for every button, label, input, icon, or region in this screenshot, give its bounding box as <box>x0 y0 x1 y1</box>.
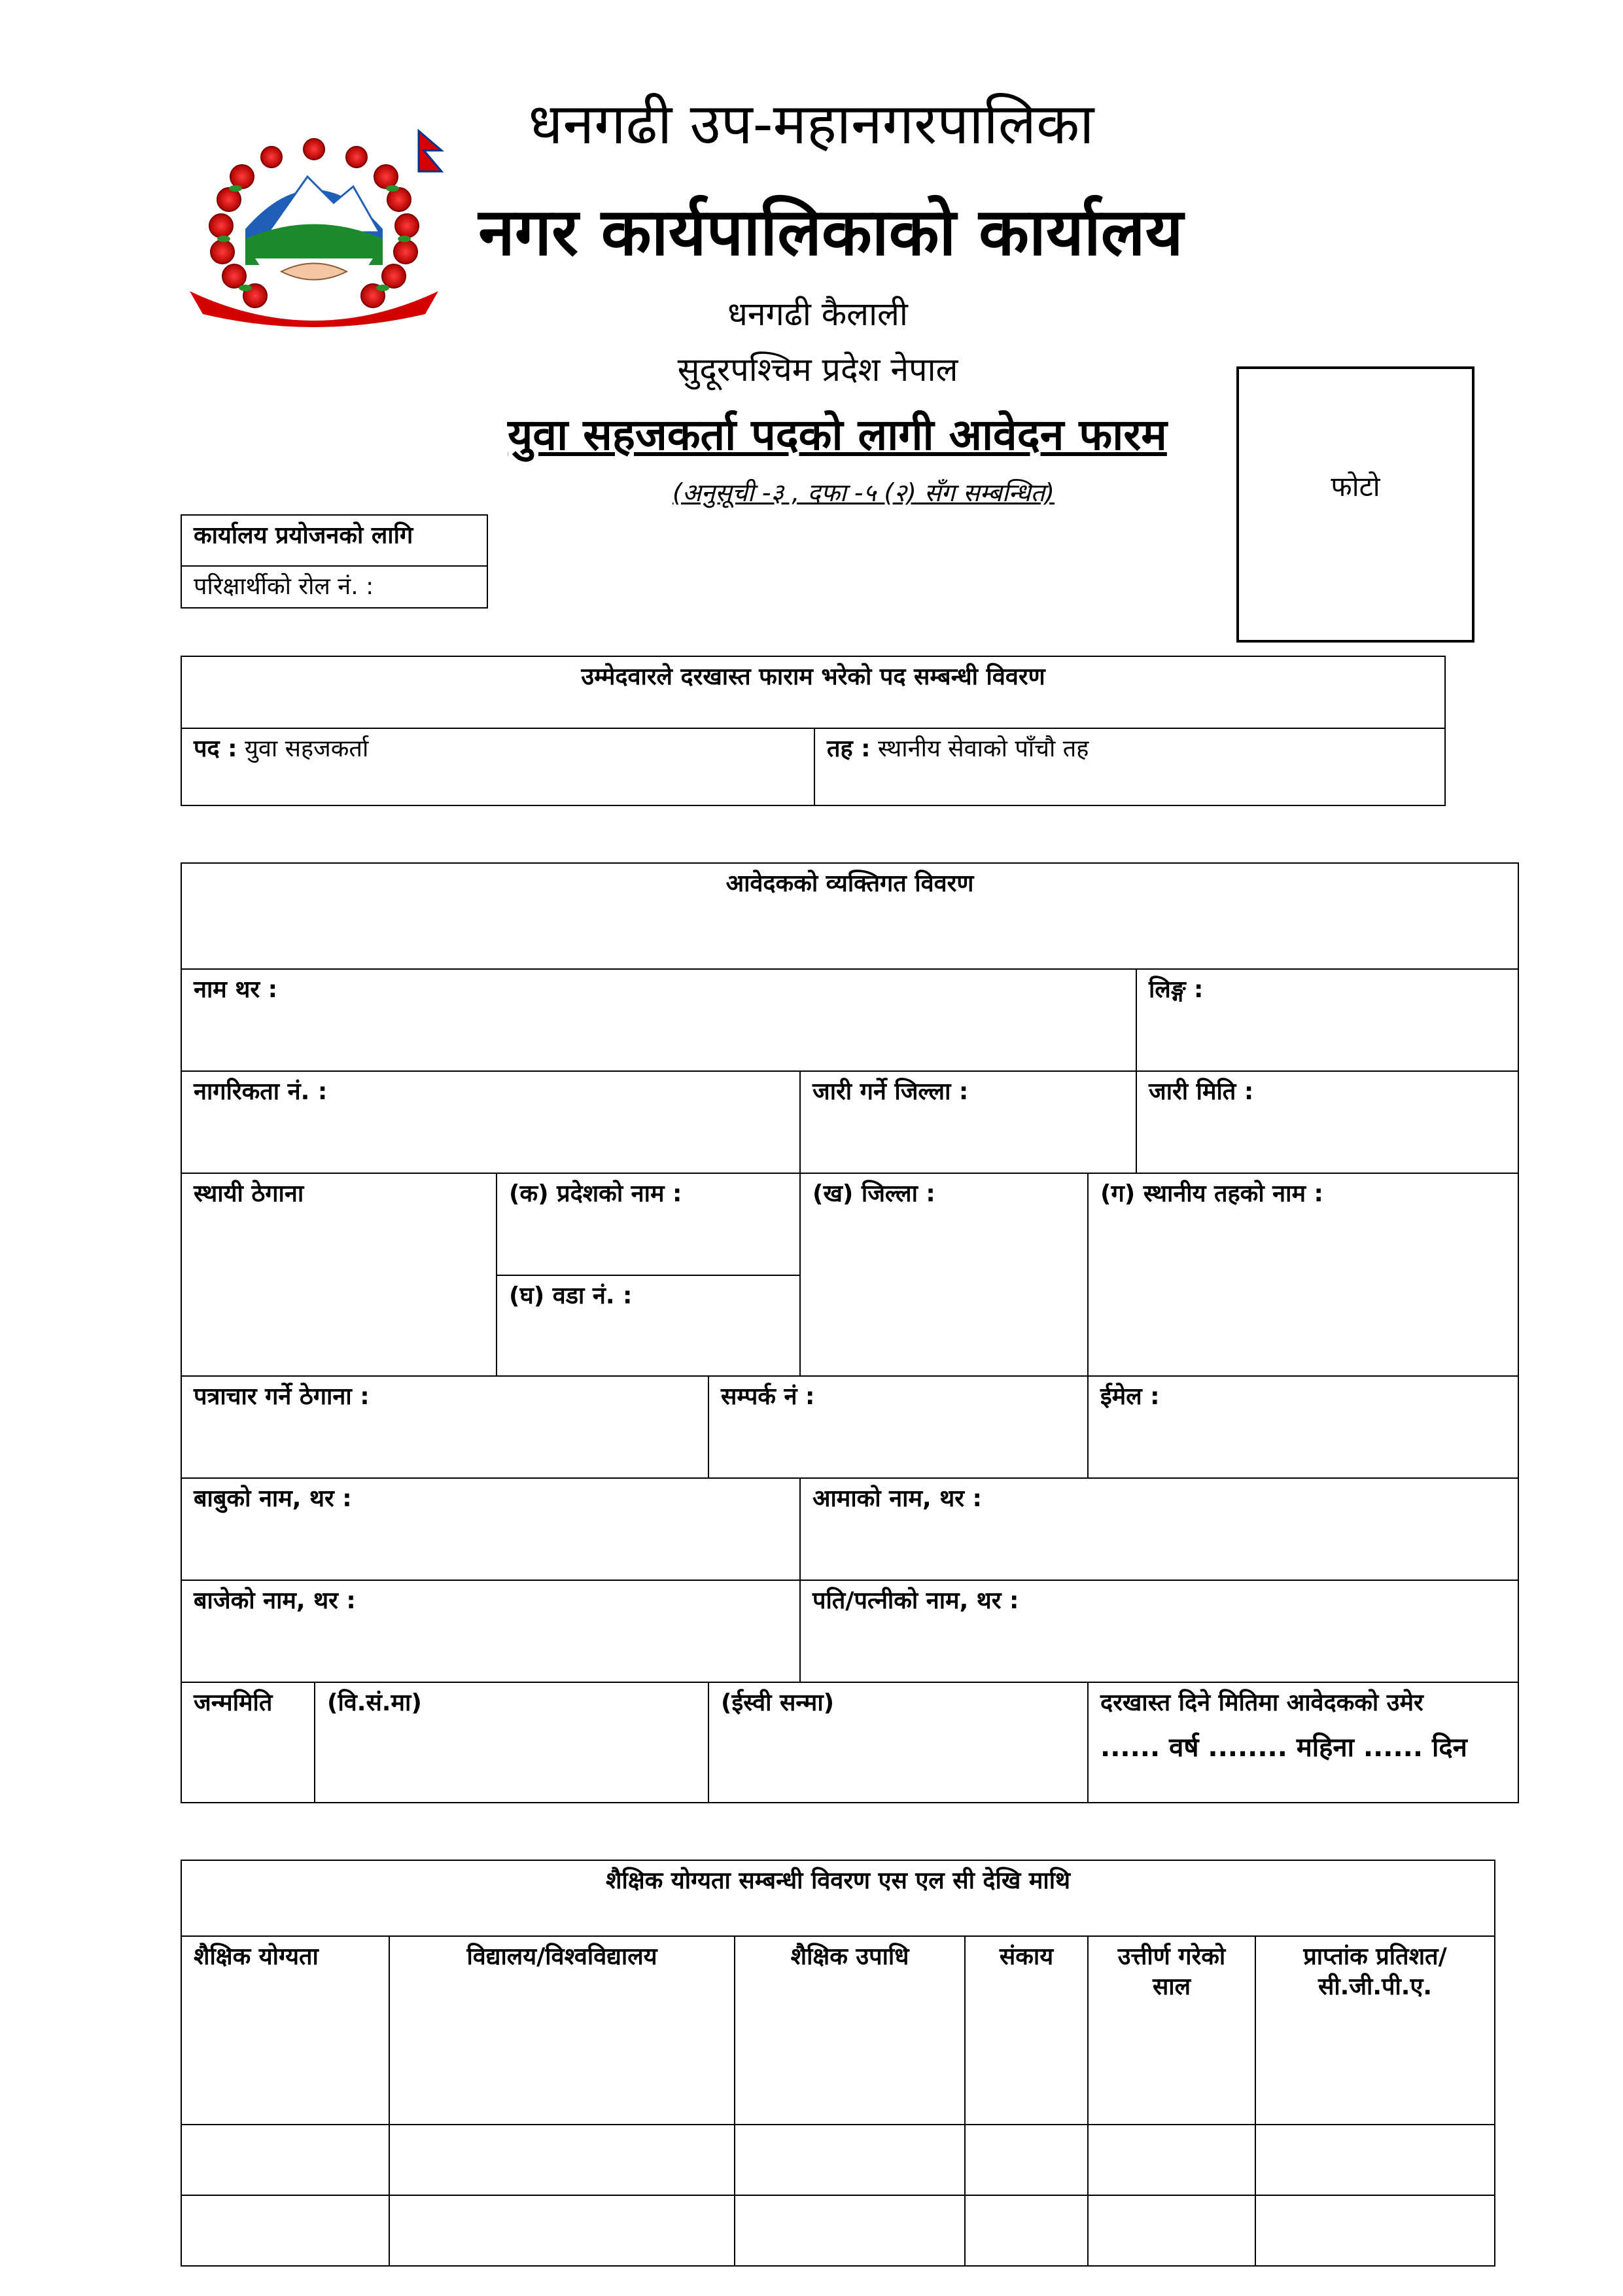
province-line: सुदूरपश्चिम प्रदेश नेपाल <box>677 351 958 389</box>
level-value: स्थानीय सेवाको पाँचौ तह <box>870 735 1089 762</box>
citizenship-number-field[interactable]: नागरिकता नं. : <box>181 1071 800 1173</box>
location-line: धनगढी कैलाली <box>727 295 908 333</box>
personal-section-title: आवेदकको व्यक्तिगत विवरण <box>181 863 1518 969</box>
local-level-field[interactable]: (ग) स्थानीय तहको नाम : <box>1088 1173 1518 1376</box>
education-cell[interactable] <box>1255 2125 1495 2195</box>
education-cell[interactable] <box>1088 2195 1255 2266</box>
office-name: नगर कार्यपालिकाको कार्यालय <box>478 194 1183 270</box>
email-field[interactable]: ईमेल : <box>1088 1376 1518 1478</box>
education-cell[interactable] <box>735 2125 965 2195</box>
education-header-pass-year: उत्तीर्ण गरेको साल <box>1088 1936 1255 2125</box>
education-cell[interactable] <box>181 2195 389 2266</box>
post-label: पद : <box>194 735 237 762</box>
education-cell[interactable] <box>1088 2125 1255 2195</box>
education-cell[interactable] <box>1255 2195 1495 2266</box>
education-cell[interactable] <box>965 2125 1088 2195</box>
contact-number-field[interactable]: सम्पर्क नं : <box>708 1376 1088 1478</box>
age-label: दरखास्त दिने मितिमा आवेदकको उमेर <box>1100 1689 1423 1716</box>
education-section-title: शैक्षिक योग्यता सम्बन्धी विवरण एस एल सी देखि माथि <box>181 1860 1495 1936</box>
ward-number-field[interactable]: (घ) वडा नं. : <box>497 1275 800 1376</box>
district-field[interactable]: (ख) जिल्ला : <box>800 1173 1088 1376</box>
form-reference: (अनुसूची -३ , दफा -५ (२) सँग सम्बन्धित) <box>672 478 1055 507</box>
education-header-score: प्राप्तांक प्रतिशत/सी.जी.पी.ए. <box>1255 1936 1495 2125</box>
office-use-table <box>181 514 488 609</box>
post-value: युवा सहजकर्ता <box>237 735 369 762</box>
post-field[interactable] <box>181 728 814 805</box>
photo-label: फोटो <box>1331 470 1380 503</box>
dob-ad-field[interactable]: (ईस्वी सन्मा) <box>708 1682 1088 1803</box>
permanent-address-label: स्थायी ठेगाना <box>181 1173 497 1376</box>
form-title: युवा सहजकर्ता पदको लागी आवेदन फारम <box>508 410 1167 460</box>
education-cell[interactable] <box>389 2125 735 2195</box>
education-header-degree: शैक्षिक उपाधि <box>735 1936 965 2125</box>
age-format: ...... वर्ष ........ महिना ...... दिन <box>1100 1733 1467 1763</box>
spouse-name-field[interactable]: पति/पत्नीको नाम, थर : <box>800 1580 1518 1682</box>
name-field[interactable]: नाम थर : <box>181 969 1136 1071</box>
dob-label: जन्ममिति <box>181 1682 315 1803</box>
gender-field[interactable]: लिङ्ग : <box>1136 969 1518 1071</box>
post-details-table <box>181 656 1446 806</box>
issue-date-field[interactable]: जारी मिति : <box>1136 1071 1518 1173</box>
education-cell[interactable] <box>389 2195 735 2266</box>
education-header-qualification: शैक्षिक योग्यता <box>181 1936 389 2125</box>
level-label: तह : <box>827 735 871 762</box>
education-header-institution: विद्यालय/विश्वविद्यालय <box>389 1936 735 2125</box>
municipality-name: धनगढी उप-महानगरपालिका <box>528 92 1094 157</box>
dob-bs-field[interactable]: (वि.सं.मा) <box>315 1682 708 1803</box>
age-field[interactable] <box>1088 1682 1518 1803</box>
education-table <box>181 1860 1495 2267</box>
roll-number-field[interactable]: परिक्षार्थीको रोल नं. : <box>181 566 487 608</box>
education-header-faculty: संकाय <box>965 1936 1088 2125</box>
province-name-field[interactable]: (क) प्रदेशको नाम : <box>497 1173 800 1275</box>
education-row <box>181 2125 1495 2195</box>
office-use-title: कार्यालय प्रयोजनको लागि <box>181 515 487 566</box>
education-row <box>181 2195 1495 2266</box>
mother-name-field[interactable]: आमाको नाम, थर : <box>800 1478 1518 1580</box>
personal-details-table <box>181 862 1519 1803</box>
grandfather-name-field[interactable]: बाजेको नाम, थर : <box>181 1580 800 1682</box>
post-section-title: उम्मेदवारले दरखास्त फाराम भरेको पद सम्बन्धी विवरण <box>181 656 1445 728</box>
level-field[interactable] <box>814 728 1445 805</box>
education-cell[interactable] <box>735 2195 965 2266</box>
mailing-address-field[interactable]: पत्राचार गर्ने ठेगाना : <box>181 1376 708 1478</box>
issue-district-field[interactable]: जारी गर्ने जिल्ला : <box>800 1071 1136 1173</box>
father-name-field[interactable]: बाबुको नाम, थर : <box>181 1478 800 1580</box>
education-cell[interactable] <box>965 2195 1088 2266</box>
education-cell[interactable] <box>181 2125 389 2195</box>
photo-box[interactable] <box>1236 366 1475 643</box>
